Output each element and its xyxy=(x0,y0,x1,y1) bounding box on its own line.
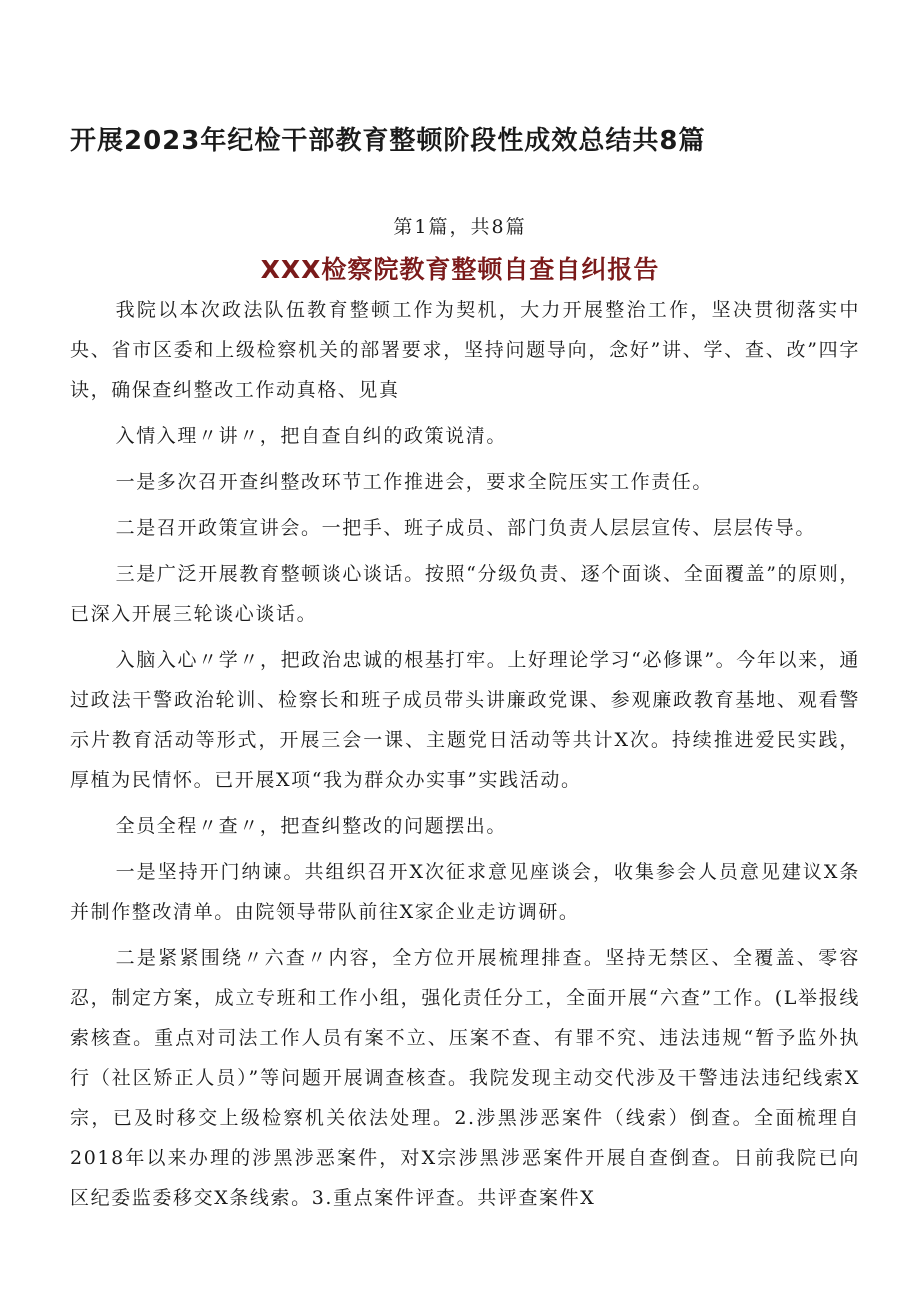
document-title: 开展2023年纪检干部教育整顿阶段性成效总结共8篇 xyxy=(70,126,706,156)
paragraph: 入脑入心〃学〃，把政治忠诚的根基打牢。上好理论学习“必修课”。今年以来，通过政法干警政治轮训、检察长和班子成员带头讲廉政党课、参观廉政教育基地、观看警示片教育活动等形式，开展三会一课、主题党日活动等共计X次。持续推进爱民实践，厚植为民情怀。已开展X项“我为群众办实事”实践活动。 xyxy=(70,649,860,791)
paragraph: 一是坚持开门纳谏。共组织召开X次征求意见座谈会，收集参会人员意见建议X条并制作整改清单。由院领导带队前往X家企业走访调研。 xyxy=(70,861,860,923)
document-body xyxy=(70,290,860,1224)
section-number: 第1篇，共8篇 xyxy=(393,216,527,238)
paragraph: 入情入理〃讲〃，把自查自纠的政策说清。 xyxy=(115,425,507,447)
paragraph: 一是多次召开查纠整改环节工作推进会，要求全院压实工作责任。 xyxy=(115,471,713,493)
paragraph: 二是紧紧围绕〃六查〃内容，全方位开展梳理排查。坚持无禁区、全覆盖、零容忍，制定方案，成立专班和工作小组，强化责任分工，全面开展“六查”工作。(L举报线索核查。重点对司法工作人员有案不立、压案不查、有罪不究、违法违规“暂予监外执行（社区矫正人员）”等问题开展调查核查。我院发现主动交代涉及干警违法违纪线索X宗，已及时移交上级检察机关依法处理。2.涉黑涉恶案件（线索）倒查。全面梳理自2018年以来办理的涉黑涉恶案件，对X宗涉黑涉恶案件开展自查倒查。日前我院已向区纪委监委移交X条线索。3.重点案件评查。共评查案件X xyxy=(70,947,860,1209)
section-title: XXX检察院教育整顿自查自纠报告 xyxy=(260,255,660,284)
paragraph: 三是广泛开展教育整顿谈心谈话。按照“分级负责、逐个面谈、全面覆盖”的原则，已深入开展三轮谈心谈话。 xyxy=(70,563,860,625)
paragraph: 全员全程〃查〃，把查纠整改的问题摆出。 xyxy=(115,815,507,837)
paragraph: 二是召开政策宣讲会。一把手、班子成员、部门负责人层层宣传、层层传导。 xyxy=(115,517,816,539)
paragraph: 我院以本次政法队伍教育整顿工作为契机，大力开展整治工作，坚决贯彻落实中央、省市区委和上级检察机关的部署要求，坚持问题导向，念好”讲、学、查、改”四字诀，确保查纠整改工作动真格、见真 xyxy=(70,299,860,401)
